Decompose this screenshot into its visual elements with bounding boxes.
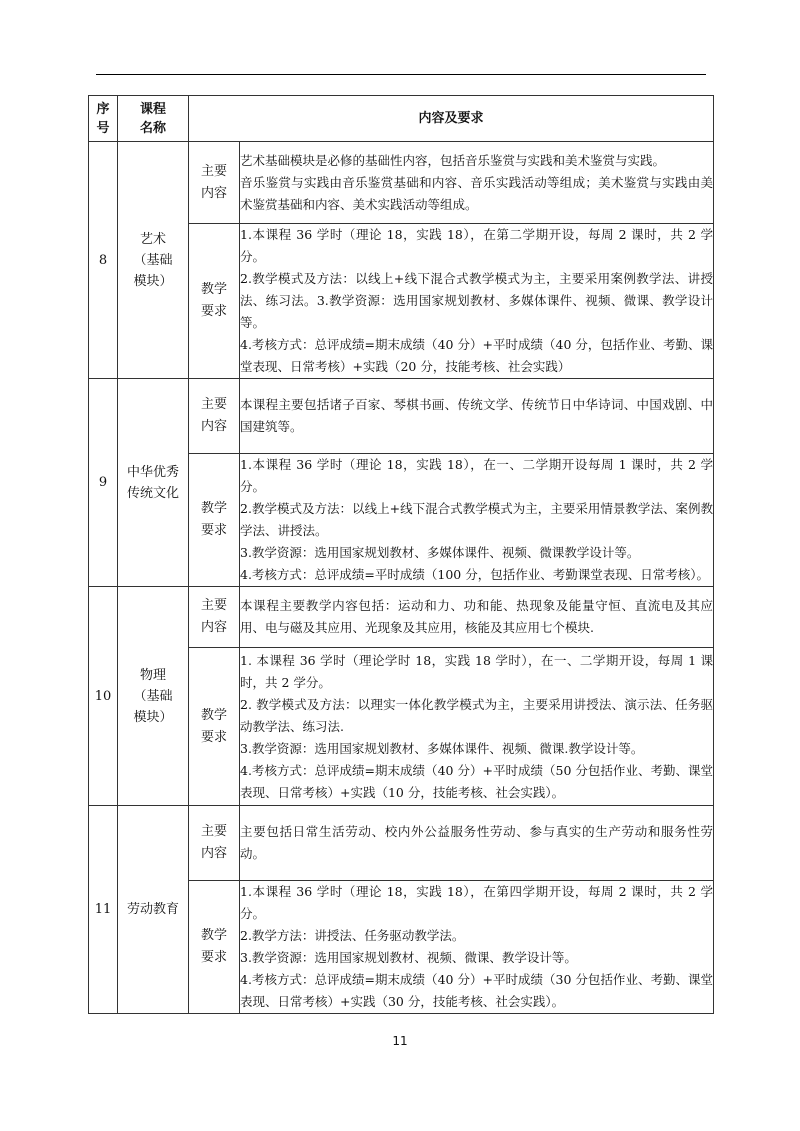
content-line: 艺术基础模块是必修的基础性内容，包括音乐鉴赏与实践和美术鉴赏与实践。 [240,152,666,168]
requirement-line: 4.考核方式：总评成绩=期末成绩（40 分）+平时成绩（30 分包括作业、考勤、课堂表现、日常考核）+实践（30 分，技能考核、社会实践）。 [240,972,714,1009]
teaching-requirements-text [240,454,714,587]
main-content-text [240,806,714,881]
requirement-line: 4.考核方式：总评成绩=期末成绩（40 分）+平时成绩（40 分，包括作业、考勤、课堂表现、日常考核）+实践（20 分，技能考核、社会实践） [240,337,714,374]
page-number: 11 [392,1034,408,1048]
requirement-line: 1.本课程 36 学时（理论 18，实践 18），在第二学期开设，每周 2 课时，共 2 学分。 [240,227,714,264]
requirement-line: 1.本课程 36 学时（理论 18，实践 18），在一、二学期开设每周 1 课时，共 2 学分。 [240,457,714,494]
content-line: 音乐鉴赏与实践由音乐鉴赏基础和内容、音乐实践活动等组成；美术鉴赏与实践由美术鉴赏基础和内容、美术实践活动等组成。 [240,174,714,212]
main-content-label: 主要内容 [189,379,240,454]
header-content: 内容及要求 [189,96,714,142]
main-content-label: 主要内容 [189,587,240,648]
course-name: 艺术（基础模块） [118,142,189,379]
main-content-label: 主要内容 [189,806,240,881]
header-course-name: 课程名称 [118,96,189,142]
requirement-line: 2. 教学模式及方法：以理实一体化教学模式为主，主要采用讲授法、演示法、任务驱动教学法、练习法. [240,696,714,734]
course-name: 中华优秀传统文化 [118,379,189,587]
course-name: 劳动教育 [118,806,189,1014]
course-row-11-content [89,806,714,881]
teaching-requirements-label: 教学要求 [189,224,240,379]
requirement-line: 3.教学资源：选用国家规划教材、多媒体课件、视频、微课教学设计等。 [240,545,640,560]
main-content-text [240,587,714,648]
row-number: 10 [89,587,118,806]
teaching-requirements-label: 教学要求 [189,454,240,587]
teaching-requirements-label: 教学要求 [189,648,240,806]
requirement-line: 3.教学资源：选用国家规划教材、视频、微课、教学设计等。 [240,950,577,965]
content-line: 主要包括日常生活劳动、校内外公益服务性劳动、参与真实的生产劳动和服务性劳动。 [240,824,714,861]
requirement-line: 4.考核方式：总评成绩=期末成绩（40 分）+平时成绩（50 分包括作业、考勤、课堂表现、日常考核）+实践（10 分，技能考核、社会实践）。 [240,762,714,800]
teaching-requirements-text [240,648,714,806]
requirement-line: 2.教学方法：讲授法、任务驱动教学法。 [240,928,465,943]
course-name: 物理（基础模块） [118,587,189,806]
teaching-requirements-text [240,224,714,379]
requirement-line: 1. 本课程 36 学时（理论学时 18，实践 18 学时），在一、二学期开设，每周 1 课时，共 2 学分。 [240,652,714,690]
requirement-line: 3.教学资源：选用国家规划教材、多媒体课件、视频、微课.教学设计等。 [240,740,644,756]
course-row-9-content [89,379,714,454]
teaching-requirements-label: 教学要求 [189,881,240,1014]
requirement-line: 4.考核方式：总评成绩=平时成绩（100 分，包括作业、考勤课堂表现、日常考核）。 [240,567,709,582]
course-row-10-content [89,587,714,648]
course-table [88,95,714,1014]
main-content-label: 主要内容 [189,142,240,224]
row-number: 8 [89,142,118,379]
header-row [89,96,714,142]
teaching-requirements-text [240,881,714,1014]
requirement-line: 2.教学模式及方法：以线上+线下混合式教学模式为主，主要采用情景教学法、案例教学法、讲授法。 [240,501,714,538]
content-line: 本课程主要教学内容包括：运动和力、功和能、热现象及能量守恒、直流电及其应用、电与磁及其应用、光现象及其应用，核能及其应用七个模块. [240,598,714,635]
header-seq: 序号 [89,96,118,142]
course-row-8-content [89,142,714,224]
requirement-line: 2.教学模式及方法：以线上+线下混合式教学模式为主，主要采用案例教学法、讲授法、练习法。3.教学资源：选用国家规划教材、多媒体课件、视频、微课、教学设计等。 [240,271,714,330]
row-number: 11 [89,806,118,1014]
row-number: 9 [89,379,118,587]
main-content-text [240,142,714,224]
header-rule [96,74,706,75]
requirement-line: 1.本课程 36 学时（理论 18，实践 18），在第四学期开设，每周 2 课时，共 2 学分。 [240,884,714,921]
content-line: 本课程主要包括诸子百家、琴棋书画、传统文学、传统节日中华诗词、中国戏剧、中国建筑等。 [240,397,714,434]
main-content-text [240,379,714,454]
